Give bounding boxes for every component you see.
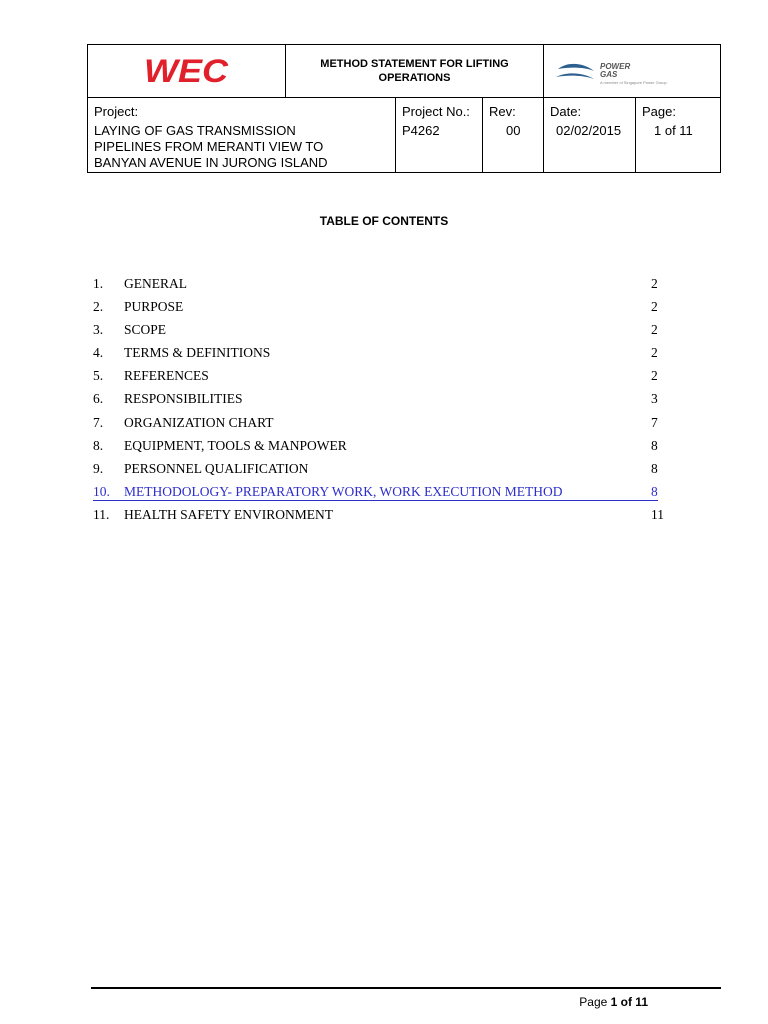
wec-logo-cell [88,45,286,98]
toc-item-title: PERSONNEL QUALIFICATION [124,460,309,476]
table-of-contents [93,275,673,529]
toc-item-title: PURPOSE [124,299,184,315]
swoosh-icon-upper [558,64,594,71]
toc-item-page: 2 [651,345,658,361]
toc-item-number: 6. [93,391,104,407]
toc-item-number: 5. [93,368,104,384]
toc-item-title: REFERENCES [124,368,209,384]
wec-logo-text: WEC [144,55,230,87]
date-cell [544,98,636,173]
toc-item-title: EQUIPMENT, TOOLS & MANPOWER [124,437,347,453]
toc-item-number: 1. [93,276,104,291]
date-label: Date: [550,104,582,119]
toc-item-title: ORGANIZATION CHART [124,414,274,430]
rev-value: 00 [506,123,521,138]
toc-heading: TABLE OF CONTENTS [319,214,449,228]
toc-item-responsibilities[interactable] [93,390,673,413]
toc-item-page: 8 [651,483,658,499]
toc-item-page: 2 [651,276,658,291]
toc-item-title: SCOPE [124,322,167,338]
toc-item-references[interactable] [93,367,673,390]
powergas-logo-cell [544,45,721,98]
toc-item-equipment[interactable] [93,437,673,460]
page-label: Page: [642,104,676,119]
toc-item-number: 8. [93,437,104,453]
date-value: 02/02/2015 [556,123,622,138]
powergas-logo-tagline: A member of Singapore Power Group [600,80,667,85]
rev-cell [483,98,544,173]
powergas-logo-line1: POWER [600,62,631,71]
powergas-logo-line2: GAS [600,70,618,79]
footer-divider [91,987,721,989]
project-no-cell [396,98,483,173]
toc-item-organization-chart[interactable] [93,414,673,437]
toc-item-general[interactable] [93,275,673,298]
project-label: Project: [94,104,139,119]
footer-page-word: Page [579,995,608,1009]
toc-item-page: 8 [651,460,658,476]
rev-label: Rev: [489,104,516,119]
page-footer [579,995,648,1009]
footer-page-of: 1 of 11 [610,995,648,1009]
powergas-logo [554,59,714,89]
toc-item-page: 3 [651,391,658,407]
toc-item-number: 3. [93,322,104,338]
page-value: 1 of 11 [654,123,693,138]
toc-item-number: 9. [93,460,104,476]
project-cell [88,98,396,173]
toc-item-number: 11. [93,506,110,522]
document-title-line2: OPERATIONS [378,72,451,84]
toc-item-scope[interactable] [93,321,673,344]
toc-item-title: TERMS & DEFINITIONS [124,345,271,361]
toc-item-page: 11 [651,506,664,522]
toc-item-title: METHODOLOGY- PREPARATORY WORK, WORK EXECUTION METHOD [124,483,563,499]
toc-item-personnel[interactable] [93,460,673,483]
wec-logo [144,55,230,87]
toc-item-terms[interactable] [93,344,673,367]
toc-item-number: 4. [93,345,104,361]
project-no-value: P4262 [402,123,440,138]
document-title-line1: METHOD STATEMENT FOR LIFTING [320,58,509,70]
toc-item-number: 10. [93,483,110,499]
toc-item-page: 2 [651,299,658,315]
toc-item-page: 8 [651,437,658,453]
toc-item-title: RESPONSIBILITIES [124,391,243,407]
toc-item-page: 7 [651,414,658,430]
page-cell [636,98,721,173]
swoosh-icon-lower [556,73,594,79]
toc-item-number: 7. [93,414,104,430]
project-value: LAYING OF GAS TRANSMISSION PIPELINES FROM MERANTI VIEW TO BANYAN AVENUE IN JURONG ISLAND [94,123,328,170]
document-header-table [87,44,721,173]
toc-item-page: 2 [651,322,658,338]
toc-item-purpose[interactable] [93,298,673,321]
toc-item-title: HEALTH SAFETY ENVIRONMENT [124,506,333,522]
toc-item-title: GENERAL [124,276,187,291]
toc-item-number: 2. [93,299,104,315]
toc-item-methodology-link[interactable] [93,483,673,506]
toc-item-page: 2 [651,368,658,384]
toc-item-hse[interactable] [93,506,673,529]
project-no-label: Project No.: [402,104,470,119]
document-title [286,45,544,98]
